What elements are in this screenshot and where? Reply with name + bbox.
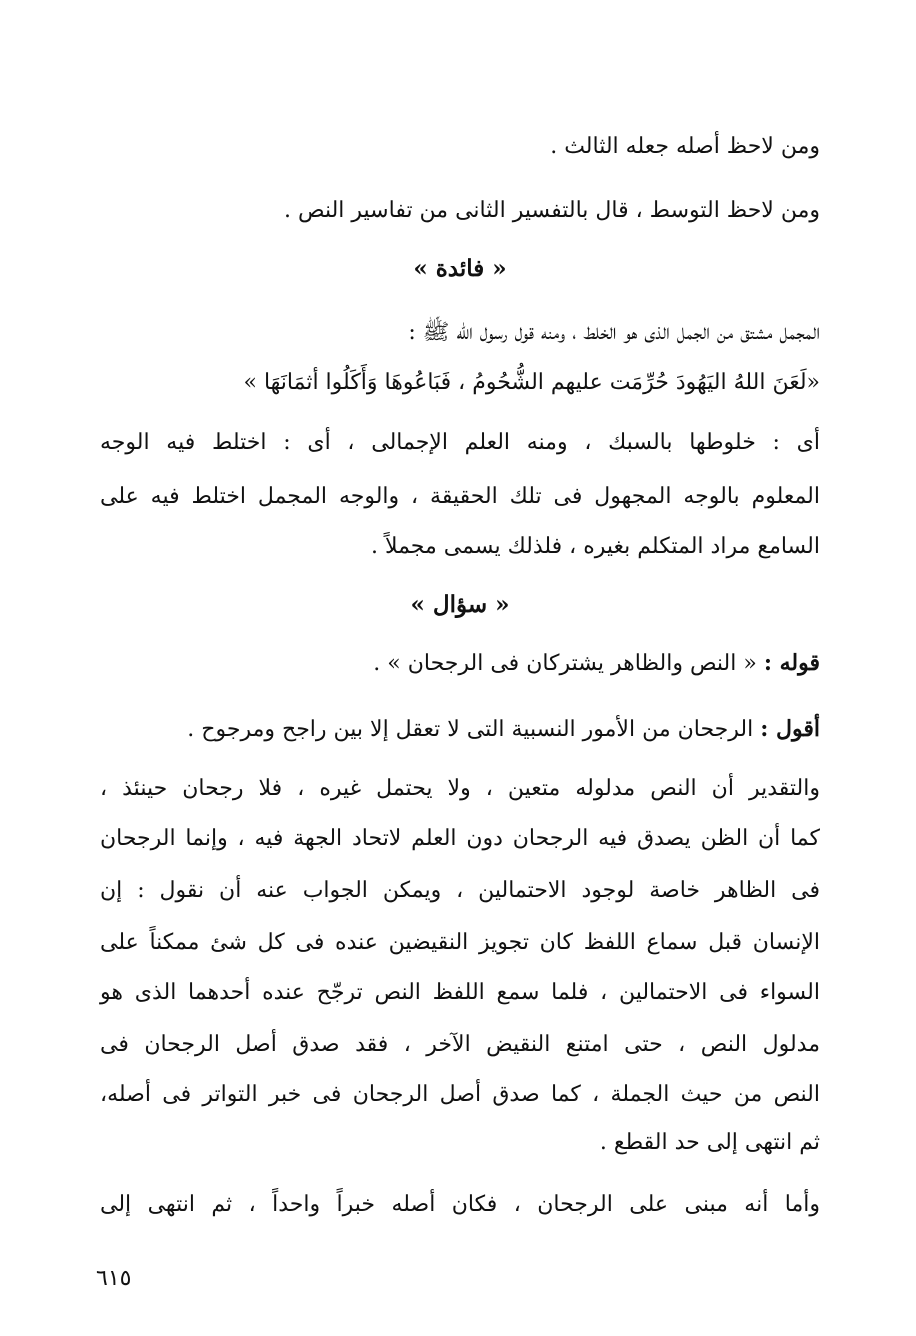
text-line: ومن لاحظ التوسط ، قال بالتفسير الثانى من تفاسير النص . [284,198,820,223]
section-heading-sual: « سؤال » [410,591,510,618]
text-line: المجمل مشتق من الجمل الذى هو الخلط ، ومنه قول رسول الله ﷺ : [408,320,820,345]
quote-line [100,648,820,679]
hadith-quote: «لَعَنَ اللهُ اليَهُودَ حُرِّمَت عليهم الشُّحُومُ ، فَبَاعُوهَا وَأَكَلُوا أثمَانَهَا » [243,370,820,395]
text-line: أى : خلوطها بالسبك ، ومنه العلم الإجمالى ، أى : اختلط فيه الوجه [100,430,820,455]
page-number: ٦١٥ [96,1266,132,1291]
text-line: ثم انتهى إلى حد القطع . [599,1130,820,1155]
answer-text: الرجحان من الأمور النسبية التى لا تعقل إلا بين راجح ومرجوح . [187,717,754,742]
text-line: المعلوم بالوجه المجهول فى تلك الحقيقة ، والوجه المجمل اختلط فيه على [100,484,820,509]
text-line: وأما أنه مبنى على الرجحان ، فكان أصله خبراً واحداً ، ثم انتهى إلى [100,1192,820,1217]
text-line: النص من حيث الجملة ، كما صدق أصل الرجحان فى خبر التواتر فى أصله، [100,1082,820,1107]
answer-line [100,714,820,745]
text-line: ومن لاحظ أصله جعله الثالث . [550,134,820,159]
quoted-statement: « النص والظاهر يشتركان فى الرجحان » . [373,651,757,676]
text-line: الإنسان قبل سماع اللفظ كان تجويز النقيضين عنده فى كل شئ ممكناً على [100,930,820,955]
text-line: مدلول النص ، حتى امتنع النقيض الآخر ، فقد صدق أصل الرجحان فى [100,1032,820,1057]
text-line: فى الظاهر خاصة لوجود الاحتمالين ، ويمكن الجواب عنه أن نقول : إن [100,878,820,903]
lead-qawluh: قوله : [763,650,820,676]
text-line: السواء فى الاحتمالين ، فلما سمع اللفظ النص ترجّح عنده أحدهما الذى هو [100,980,820,1005]
section-heading-faida: « فائدة » [413,255,507,282]
text-line: السامع مراد المتكلم بغيره ، فلذلك يسمى مجملاً . [370,534,820,559]
text-line: كما أن الظن يصدق فيه الرجحان دون العلم لاتحاد الجهة فيه ، وإنما الرجحان [100,826,820,851]
lead-aqulu: أقول : [760,716,820,742]
text-line: والتقدير أن النص مدلوله متعين ، ولا يحتمل غيره ، فلا رجحان حينئذ ، [100,776,820,801]
